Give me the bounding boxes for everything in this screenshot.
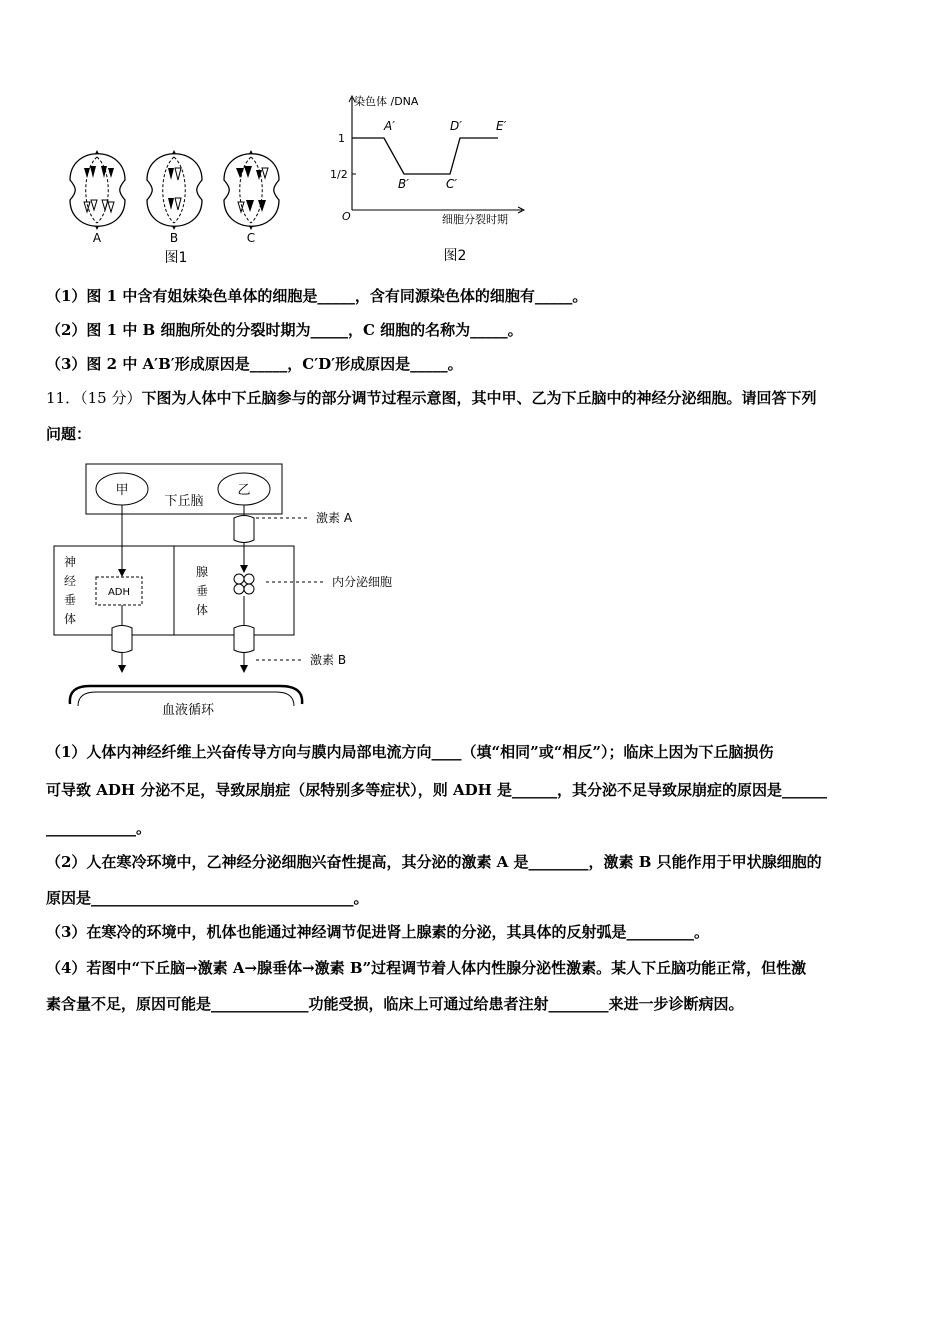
point-label: C′	[446, 177, 458, 191]
figure1	[60, 140, 300, 270]
origin-label: O	[342, 210, 351, 223]
q11-part2-line1: （2）人在寒冷环境中，乙神经分泌细胞兴奋性提高，其分泌的激素 A 是________，激素 B 只能作用于甲状腺细胞的	[46, 853, 822, 871]
q11-stem-line1	[46, 388, 906, 408]
point-labels	[383, 119, 507, 191]
neurohypophysis-char2: 经	[64, 574, 77, 588]
hypothalamus-diagram	[50, 460, 430, 730]
figure2-chart	[330, 92, 530, 272]
cell-label-b: B	[169, 231, 179, 245]
blood-vessel-upper	[70, 686, 302, 704]
q11-stem-line2: 问题：	[46, 425, 92, 443]
cell-label-c: C	[246, 231, 256, 245]
hypothalamus-label: 下丘脑	[164, 494, 204, 509]
neurohypophysis-char3: 垂	[64, 593, 77, 607]
point-label: B′	[398, 177, 409, 191]
vessel-hormone-a-icon	[234, 516, 254, 543]
q10-part1: （1）图 1 中含有姐妹染色单体的细胞是_____，含有同源染色体的细胞有_____。	[46, 287, 588, 305]
endocrine-cell-label: 内分泌细胞	[332, 575, 393, 589]
y-axis-label: 染色体 /DNA	[354, 95, 419, 108]
adenohypophysis-char1: 腺	[196, 565, 209, 579]
neurohypophysis-char1: 神	[64, 555, 77, 569]
point-label: E′	[496, 119, 507, 133]
q11-stem-text: 下图为人体中下丘脑参与的部分调节过程示意图，其中甲、乙为下丘脑中的神经分泌细胞。请回答下列	[141, 389, 817, 407]
cell-b	[147, 150, 202, 230]
cell-label-a: A	[92, 231, 102, 245]
cell-yi-label: 乙	[237, 483, 251, 498]
q10-part3: （3）图 2 中 A′B′形成原因是_____，C′D′形成原因是_____。	[46, 355, 463, 373]
q11-part1-line2: 可导致 ADH 分泌不足，导致尿崩症（尿特别多等症状），则 ADH 是______，其分泌不足导致尿崩症的原因是______	[46, 781, 828, 799]
point-label: A′	[384, 119, 395, 133]
adenohypophysis-char2: 垂	[196, 584, 209, 598]
series-line	[352, 138, 498, 174]
vessel-left-icon	[112, 626, 132, 653]
figure2-caption: 图2	[443, 248, 467, 264]
q11-part3: （3）在寒冷的环境中，机体也能通过神经调节促进肾上腺素的分泌，其具体的反射弧是_________。	[46, 923, 709, 941]
figure1-caption: 图1	[164, 250, 188, 266]
hormone-a-label: 激素 A	[316, 511, 353, 525]
q10-part2: （2）图 1 中 B 细胞所处的分裂时期为_____，C 细胞的名称为_____。	[46, 321, 523, 339]
cell-jia-label: 甲	[115, 483, 129, 498]
q11-number: 11．（15 分）	[46, 389, 142, 407]
blood-circulation-label: 血液循环	[161, 703, 215, 718]
endocrine-cells-icon	[234, 574, 254, 594]
q11-part2-line2: 原因是___________________________________。	[46, 889, 369, 907]
adh-label: ADH	[107, 587, 131, 598]
y-tick-half: 1/2	[330, 168, 348, 181]
neurohypophysis-char4: 体	[64, 612, 77, 626]
vessel-hormone-b-icon	[234, 626, 254, 653]
point-label: D′	[450, 119, 462, 133]
cell-a	[70, 150, 125, 230]
q11-part4-line1: （4）若图中“下丘脑→激素 A→腺垂体→激素 B”过程调节着人体内性腺分泌性激素。某人下丘脑功能正常，但性激	[46, 959, 807, 977]
q11-part4-line2: 素含量不足，原因可能是_____________功能受损，临床上可通过给患者注射________来进一步诊断病因。	[46, 995, 744, 1013]
y-tick-1: 1	[338, 132, 345, 145]
q11-part1-line3: ____________。	[46, 819, 152, 837]
x-axis-label: 细胞分裂时期	[442, 213, 508, 226]
cell-c	[224, 150, 279, 230]
q11-part1-line1: （1）人体内神经纤维上兴奋传导方向与膜内局部电流方向____（填“相同”或“相反”）；临床上因为下丘脑损伤	[46, 743, 774, 761]
adenohypophysis-char3: 体	[196, 603, 209, 617]
hormone-b-label: 激素 B	[310, 653, 347, 667]
